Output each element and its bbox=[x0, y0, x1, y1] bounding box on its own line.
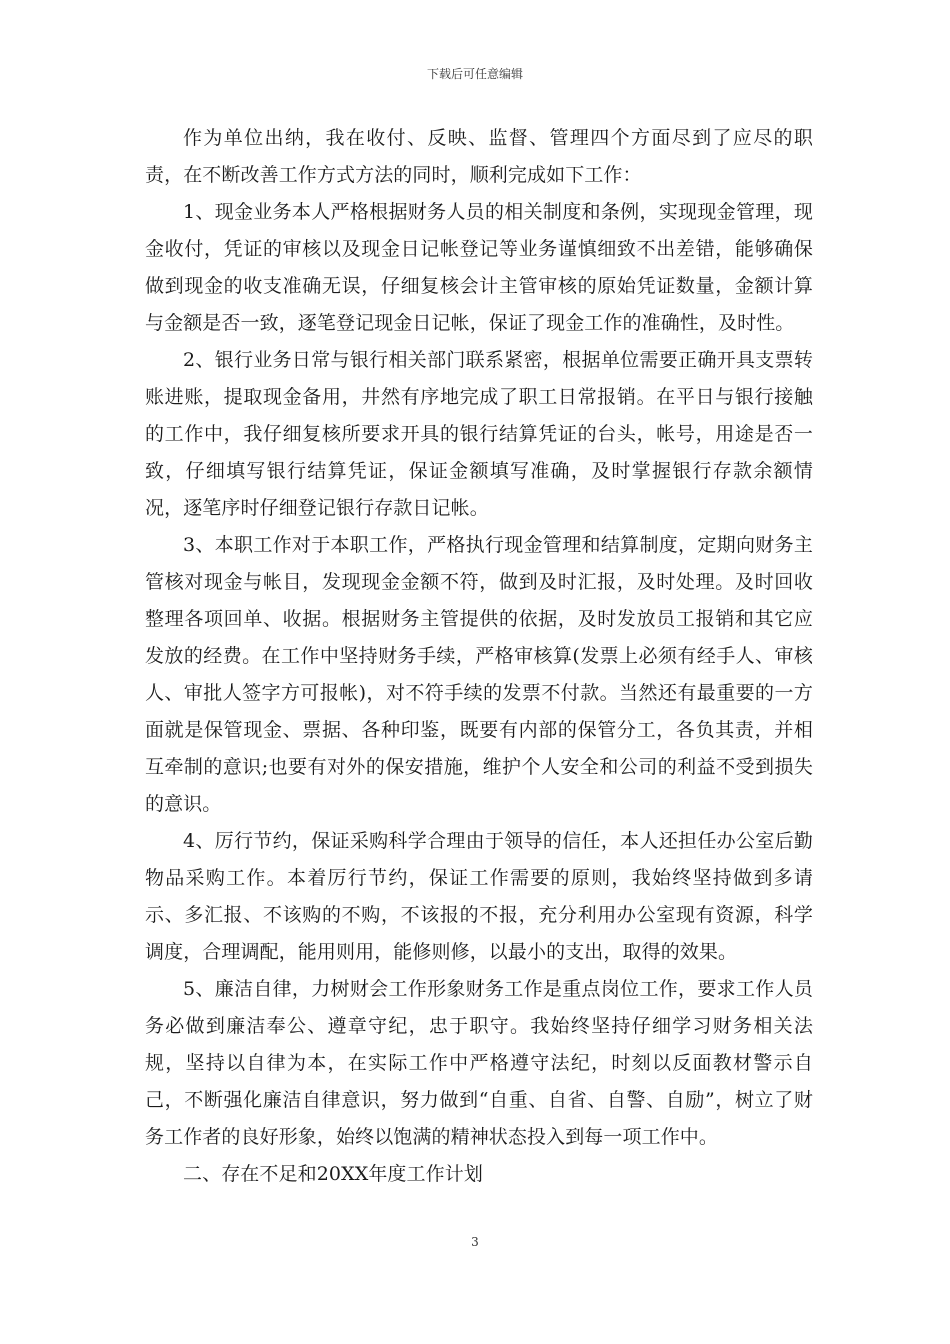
section-heading-shortcomings: 二、存在不足和20XX年度工作计划 bbox=[183, 1163, 483, 1185]
paragraph-frugality: 4、厉行节约，保证采购科学合理由于领导的信任，本人还担任办公室后勤物品采购工作。本着厉行节约，保证工作需要的原则，我始终坚持做到多请示、多汇报、不该购的不购，不该报的不报，充分利用办公室现有资源，科学调度，合理调配，能用则用，能修则修，以最小的支出，取得的效果。 bbox=[145, 830, 813, 963]
paragraph-integrity: 5、廉洁自律，力树财会工作形象财务工作是重点岗位工作，要求工作人员务必做到廉洁奉公、遵章守纪，忠于职守。我始终坚持仔细学习财务相关法规，坚持以自律为本，在实际工作中严格遵守法纪，时刻以反面教材警示自己，不断强化廉洁自律意识，努力做到“自重、自省、自警、自励”，树立了财务工作者的良好形象，始终以饱满的精神状态投入到每一项工作中。 bbox=[145, 978, 813, 1148]
paragraph-bank-business: 2、银行业务日常与银行相关部门联系紧密，根据单位需要正确开具支票转账进账，提取现金备用，井然有序地完成了职工日常报销。在平日与银行接触的工作中，我仔细复核所要求开具的银行结算凭证的台头，帐号，用途是否一致，仔细填写银行结算凭证，保证金额填写准确，及时掌握银行存款余额情况，逐笔序时仔细登记银行存款日记帐。 bbox=[145, 349, 813, 519]
page-header: 下载后可任意编辑 bbox=[426, 67, 523, 81]
paragraph-intro: 作为单位出纳，我在收付、反映、监督、管理四个方面尽到了应尽的职责，在不断改善工作方式方法的同时，顺利完成如下工作： bbox=[145, 127, 813, 186]
document-body bbox=[145, 120, 813, 1193]
paragraph-core-duties: 3、本职工作对于本职工作，严格执行现金管理和结算制度，定期向财务主管核对现金与帐目，发现现金金额不符，做到及时汇报，及时处理。及时回收整理各项回单、收据。根据财务主管提供的依据，及时发放员工报销和其它应发放的经费。在工作中坚持财务手续，严格审核算(发票上必须有经手人、审核人、审批人签字方可报帐)，对不符手续的发票不付款。当然还有最重要的一方面就是保管现金、票据、各种印鉴，既要有内部的保管分工，各负其责，并相互牵制的意识;也要有对外的保安措施，维护个人安全和公司的利益不受到损失的意识。 bbox=[145, 534, 813, 815]
paragraph-cash-business: 1、现金业务本人严格根据财务人员的相关制度和条例，实现现金管理，现金收付，凭证的审核以及现金日记帐登记等业务谨慎细致不出差错，能够确保做到现金的收支准确无误，仔细复核会计主管审核的原始凭证数量，金额计算与金额是否一致，逐笔登记现金日记帐，保证了现金工作的准确性，及时性。 bbox=[145, 201, 813, 334]
page-number: 3 bbox=[471, 1235, 479, 1249]
